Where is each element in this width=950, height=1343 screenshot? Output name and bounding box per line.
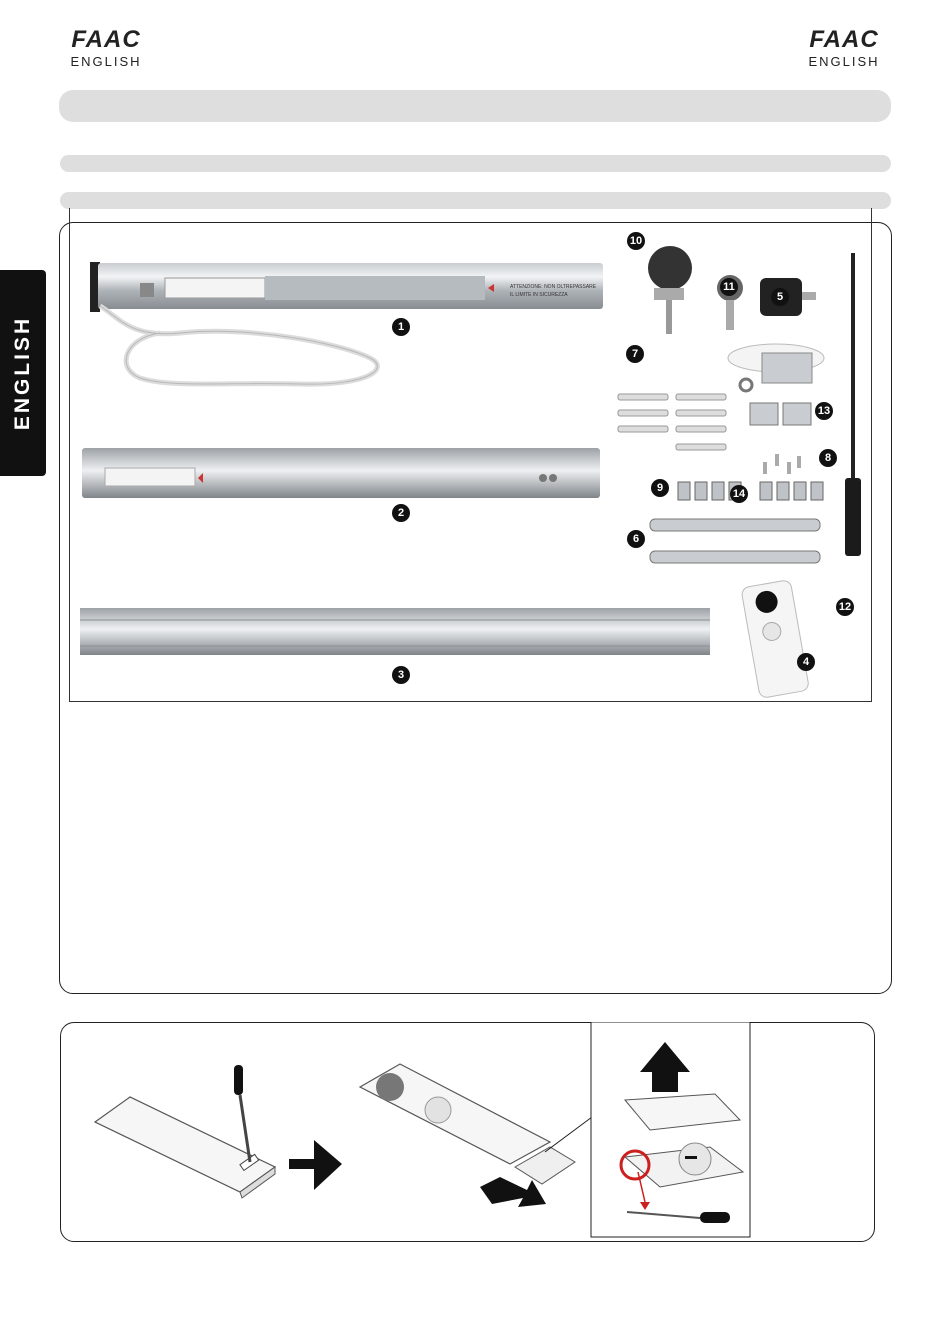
callout-4: 4 (797, 653, 815, 671)
title-bar (59, 90, 891, 122)
callout-6: 6 (627, 530, 645, 548)
section-bar (60, 155, 891, 172)
flat-bars (650, 519, 820, 563)
callout-11: 11 (720, 278, 738, 296)
arrow-right-icon (289, 1140, 342, 1190)
callout-1: 1 (392, 318, 410, 336)
logo-language: ENGLISH (808, 54, 880, 69)
section-bar-2 (60, 192, 891, 209)
remote-opening (360, 1064, 575, 1184)
callout-2: 2 (392, 504, 410, 522)
logo-brand: FAAC (809, 26, 879, 53)
callout-3: 3 (392, 666, 410, 684)
svg-text:IL LIMITE IN SICUREZZA: IL LIMITE IN SICUREZZA (510, 292, 568, 298)
side-tab-label: ENGLISH (11, 315, 34, 431)
motor-cable (100, 306, 377, 384)
callout-9: 9 (651, 479, 669, 497)
callout-7: 7 (626, 345, 644, 363)
callout-14: 14 (730, 485, 748, 503)
guide-profile (80, 608, 710, 655)
logo-brand: FAAC (71, 26, 141, 53)
motor-bracket (648, 246, 692, 334)
callout-10: 10 (627, 232, 645, 250)
faac-logo-right (794, 28, 894, 69)
callout-5: 5 (771, 288, 789, 306)
components-figure (69, 208, 872, 702)
remote-control (741, 579, 810, 698)
callout-8: 8 (819, 449, 837, 467)
screws (763, 454, 801, 474)
callout-13: 13 (815, 402, 833, 420)
svg-text:ATTENZIONE: NON OLTREPASSARE: ATTENZIONE: NON OLTREPASSARE (510, 284, 597, 290)
logo-language: ENGLISH (70, 54, 142, 69)
support-tube (82, 448, 600, 498)
language-side-tab (0, 270, 46, 476)
faac-logo-left (56, 28, 156, 69)
components-illustration (70, 208, 873, 702)
screwdriver-icon (234, 1065, 250, 1162)
wall-anchors (618, 394, 726, 450)
arrow-down-right-icon (480, 1177, 546, 1207)
antenna (845, 253, 861, 556)
clips (678, 482, 823, 500)
battery-replacement-illustration (60, 1022, 873, 1240)
callout-12: 12 (836, 598, 854, 616)
motor-tube (90, 262, 603, 312)
